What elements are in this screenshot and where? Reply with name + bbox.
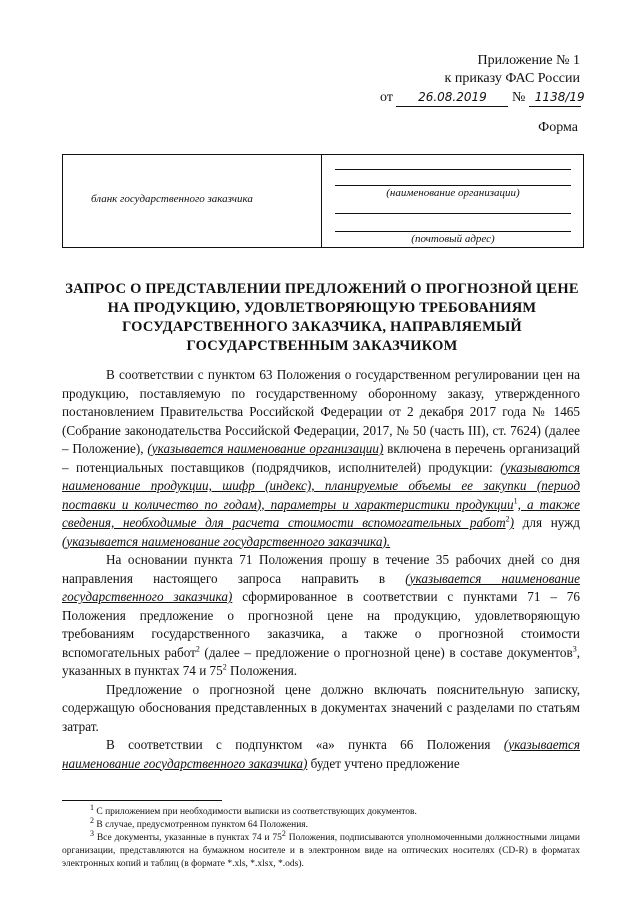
org-name-caption: (наименование организации) (386, 187, 520, 199)
paragraph-2: На основании пункта 71 Положения прошу в течение 35 рабочих дней со дня направления настоящего запроса направить в (указывается наименование государственного заказчика) сформированное в соответствии с пунктами 71 – 76 Положения предложение о прогнозной цене на продукцию, удовлетворяющую требованиям государственного заказчика, а также о прогнозной стоимости вспомогательных работ$^2$ (далее – предложение о прогнозной цене) в составе документов$^3$, указанных в пунктах 74 и $75^2$ Положения. (62, 552, 580, 678)
postal-address-caption: (почтовый адрес) (411, 233, 495, 245)
footnote-ref-2: 2 (505, 514, 510, 524)
paragraph-4: В соответствии с подпунктом «а» пункта 66 Положения (указывается наименование государственного заказчика) будет учтено предложение (62, 737, 580, 771)
handwritten-number: 1138/19 (529, 88, 581, 107)
footnote-ref-1: 1 (513, 496, 518, 506)
footnote-1: $^1$ С приложением при необходимости выписки из соответствующих документов. (90, 802, 417, 817)
address-line-2 (335, 231, 571, 232)
form-label: Форма (538, 120, 578, 135)
footnote-3: $^3$ Все документы, указанные в пунктах 74 и $75^2$ Положения, подписываются уполномоченными должностными лицами организации, представляются на бумажном носителе и в электронном виде на оптических носителях (CD-R) в форматах электронных копий и таблиц (в формате *.xls, *.xlsx, *.ods). (62, 828, 580, 869)
handwritten-date: 26.08.2019 (396, 88, 508, 107)
appendix-header (380, 52, 585, 107)
from-prefix: от (380, 90, 393, 105)
document-body (62, 366, 580, 773)
order-date-number (380, 88, 585, 107)
document-title: ЗАПРОС О ПРЕДСТАВЛЕНИИ ПРЕДЛОЖЕНИЙ О ПРОГНОЗНОЙ ЦЕНЕ НА ПРОДУКЦИЮ, УДОВЛЕТВОРЯЮЩУЮ ТРЕБОВАНИЯМ ГОСУДАРСТВЕННОГО ЗАКАЗЧИКА, НАПРАВЛЯЕМЫЙ ГОСУДАРСТВЕННЫМ ЗАКАЗЧИКОМ (65, 281, 579, 354)
number-prefix: № (511, 90, 526, 105)
footnotes (62, 802, 580, 871)
customer-letterhead-box (62, 154, 584, 248)
order-reference: к приказу ФАС России (444, 71, 580, 86)
paragraph-1: В соответствии с пунктом 63 Положения о государственном регулировании цен на продукцию, поставляемую по государственному оборонному заказу, утвержденного постановлением Правительства Российской Федерации от 2 декабря 2017 года № 1465 (Собрание законодательства Российской Федерации, 2017, № 50 (часть III), ст. 7624) (далее – Положение), (указывается наименование организации) включена в перечень организаций – потенциальных поставщиков (подрядчиков, исполнителей) продукции: (указываются наименование продукции, шифр (индекс), планируемые объемы ее закупки (период поставки и количество по годам), параметры и характеристики продукции$^1$, а также сведения, необходимые для расчета стоимости вспомогательных работ$^2$) для нужд (указывается наименование государственного заказчика). (62, 367, 580, 549)
footnote-ref-3: 3 (572, 644, 577, 654)
letterhead-label: бланк государственного заказчика (91, 193, 253, 205)
appendix-number: Приложение № 1 (477, 53, 580, 68)
address-line-1 (335, 213, 571, 214)
footnote-2: $^2$ В случае, предусмотренном пунктом 64 Положения. (90, 815, 309, 830)
paragraph-3: Предложение о прогнозной цене должно включать пояснительную записку, содержащую обоснования представленных в документах значений с разделами по статьям затрат. (62, 681, 580, 734)
org-line-1 (335, 169, 571, 170)
footnote-separator (62, 800, 222, 801)
org-line-2 (335, 185, 571, 186)
box-divider (321, 155, 322, 247)
footnote-ref-2b: 2 (195, 644, 200, 654)
